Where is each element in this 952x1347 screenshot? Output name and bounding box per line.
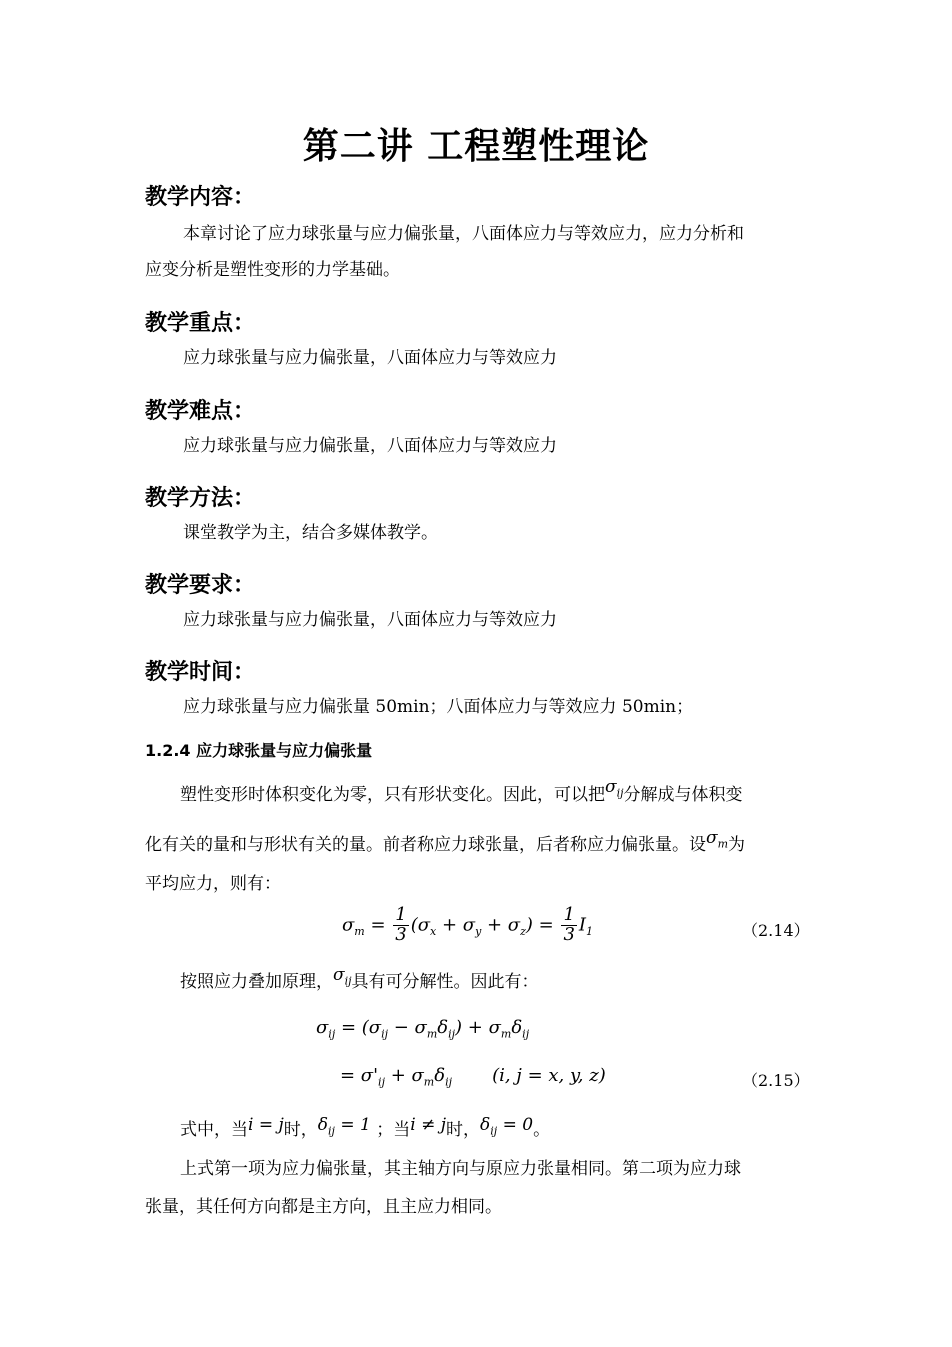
section-heading-difficulties: 教学难点：	[145, 399, 256, 424]
page-title: 第二讲 工程塑性理论	[302, 126, 650, 167]
paragraph-5-text-c: ；当	[376, 1120, 411, 1140]
paragraph-6-line-2: 张量，其任何方向都是主方向，且主应力相同。	[145, 1197, 502, 1217]
section-heading-keypoints: 教学重点：	[145, 311, 256, 336]
keypoints-line: 应力球张量与应力偏张量，八面体应力与等效应力	[183, 348, 557, 368]
paragraph-4-text-a: 按照应力叠加原理，	[180, 972, 333, 992]
content-line-2: 应变分析是塑性变形的力学基础。	[145, 260, 400, 280]
equation-2-15-line-2: = $\sigma'_{ij} + \sigma_m\delta_{ij}$ (i, j = x, y, z)	[340, 1065, 606, 1089]
paragraph-5-text-b: 时，	[283, 1120, 318, 1140]
paragraph-5-text-a: 式中，当	[180, 1120, 248, 1140]
section-heading-requirements: 教学要求：	[145, 573, 256, 598]
sigma-ij-symbol: $\sigma_{ij}$	[605, 777, 624, 800]
section-heading-time: 教学时间：	[145, 660, 256, 685]
i-not-equal-j: i ≠ j	[410, 1115, 446, 1135]
equation-number-2-14: （2.14）	[742, 921, 810, 940]
paragraph-2	[145, 828, 746, 856]
sigma-m-symbol: $\sigma_m$	[706, 828, 729, 851]
paragraph-1-text-a: 塑性变形时体积变化为零，只有形状变化。因此，可以把	[180, 785, 605, 805]
section-heading-methods: 教学方法：	[145, 486, 256, 511]
paragraph-3: 平均应力，则有：	[145, 874, 281, 894]
delta-ij-equals-1: $\delta_{ij} = 1$	[317, 1115, 371, 1138]
paragraph-2-text-a: 化有关的量和与形状有关的量。前者称应力球张量，后者称应力偏张量。设	[145, 835, 706, 855]
subsection-heading: 1.2.4 应力球张量与应力偏张量	[145, 741, 373, 760]
methods-line: 课堂教学为主，结合多媒体教学。	[183, 523, 438, 543]
paragraph-2-text-b: 为	[728, 835, 746, 855]
paragraph-4-text-b: 具有可分解性。因此有：	[351, 972, 539, 992]
sigma-ij-symbol-2: $\sigma_{ij}$	[333, 965, 352, 988]
i-equals-j: i = j	[248, 1115, 284, 1135]
paragraph-5	[180, 1115, 551, 1141]
equation-2-15-line-1: $\sigma_{ij} = (\sigma_{ij} - \sigma_m\delta_{ij}) + \sigma_m\delta_{ij}$	[316, 1017, 530, 1041]
section-heading-content: 教学内容：	[145, 185, 256, 210]
paragraph-1-text-b: 分解成与体积变	[623, 785, 743, 805]
difficulties-line: 应力球张量与应力偏张量，八面体应力与等效应力	[183, 436, 557, 456]
time-line: 应力球张量与应力偏张量 50min；八面体应力与等效应力 50min；	[183, 697, 694, 717]
equation-number-2-15: （2.15）	[742, 1071, 810, 1090]
paragraph-5-text-e: 。	[533, 1120, 551, 1140]
paragraph-5-text-d: 时，	[446, 1120, 480, 1140]
paragraph-4	[180, 965, 539, 993]
content-line-1: 本章讨论了应力球张量与应力偏张量，八面体应力与等效应力，应力分析和	[183, 224, 744, 244]
paragraph-6-line-1: 上式第一项为应力偏张量，其主轴方向与原应力张量相同。第二项为应力球	[180, 1159, 741, 1179]
delta-ij-equals-0: $\delta_{ij} = 0$	[480, 1115, 534, 1138]
paragraph-1	[180, 777, 743, 806]
equation-2-14: $\sigma_m$ = $\frac{1}{3}$ $(\sigma_x + \sigma_y + \sigma_z)$ = $\frac{1}{3}$ $I_1$	[342, 904, 594, 945]
requirements-line: 应力球张量与应力偏张量，八面体应力与等效应力	[183, 610, 557, 630]
